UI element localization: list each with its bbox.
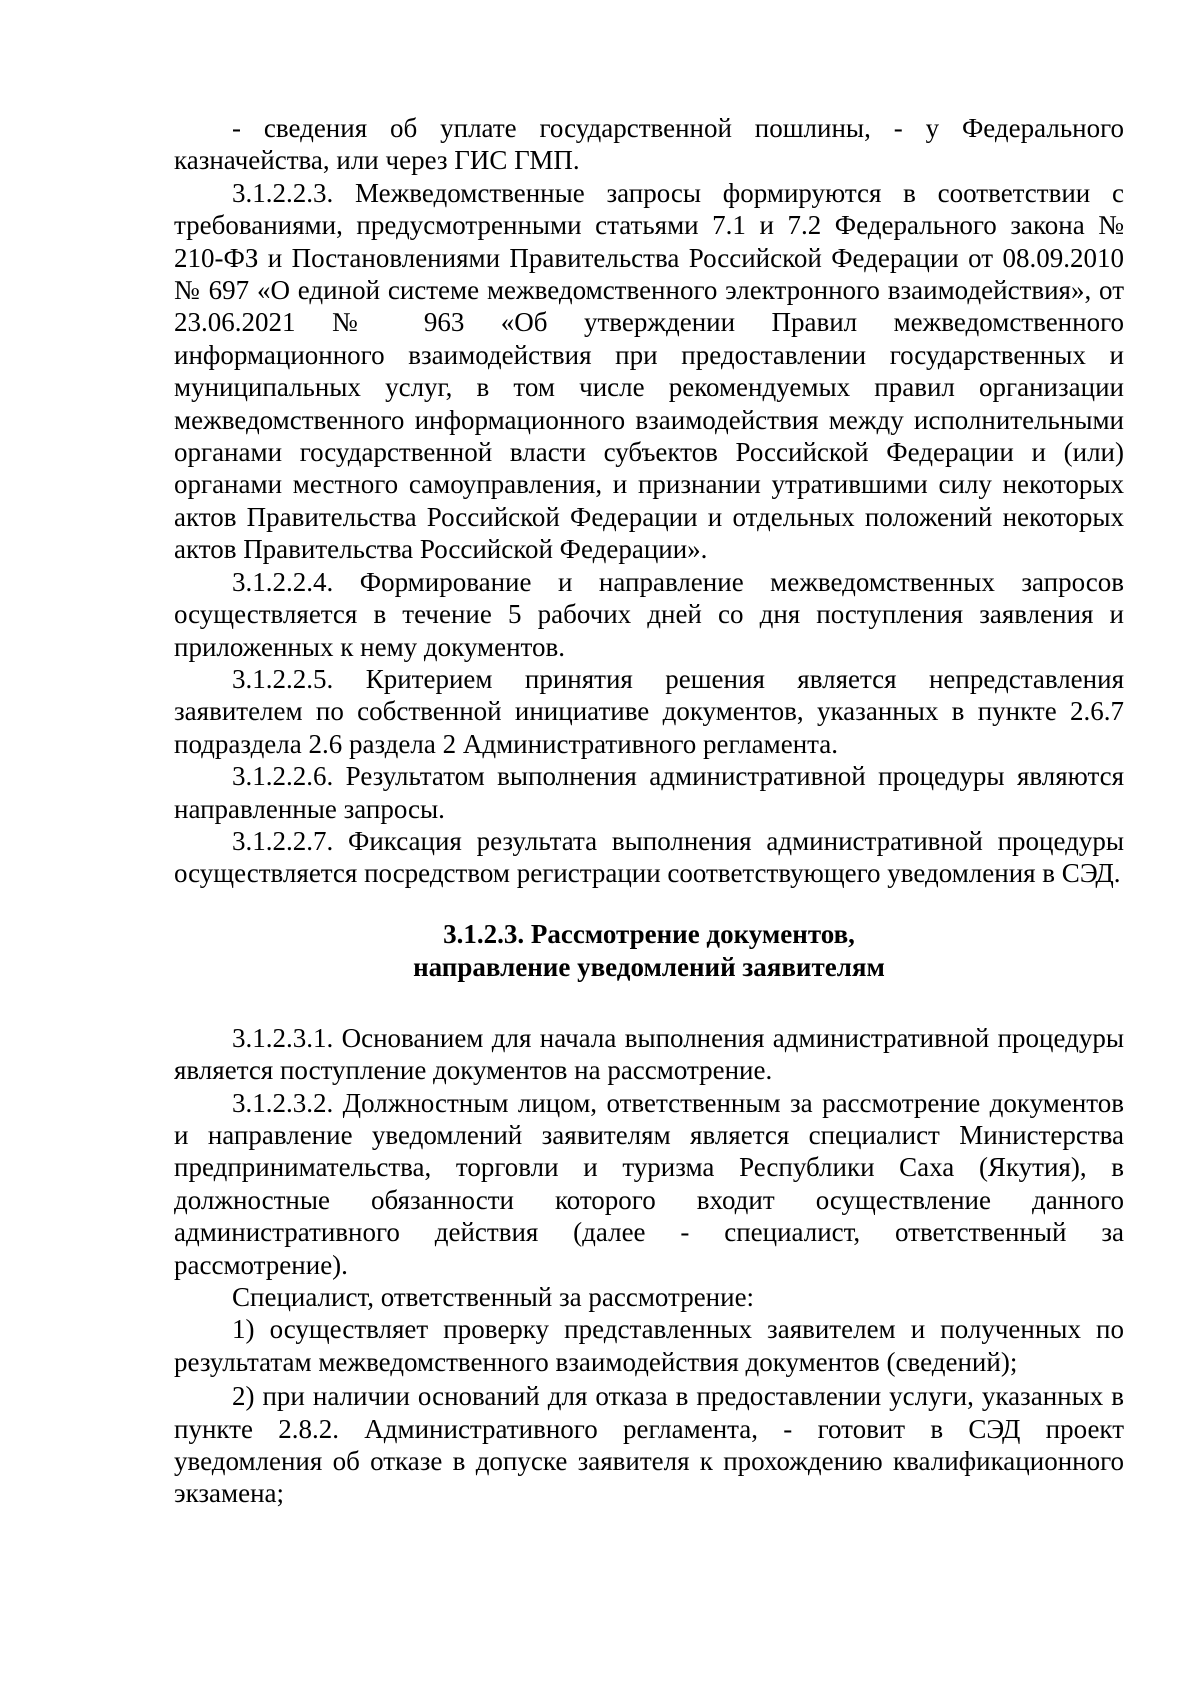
paragraph-3-1-2-2-3: 3.1.2.2.3. Межведомственные запросы формируются в соответствии с требованиями, предусмотренными статьями 7.1 и 7.2 Федерального закона № 210-ФЗ и Постановлениями Правительства Российской Федерации от 08.09.2010 № 697 «О единой системе межведомственного электронного взаимодействия», от 23.06.2021 № 963 «Об утверждении Правил межведомственного информационного взаимодействия при предоставлении государственных и муниципальных услуг, в том числе рекомендуемых правил организации межведомственного информационного взаимодействия между исполнительными органами государственной власти субъектов Российской Федерации и (или) органами местного самоуправления, и признании утратившими силу некоторых актов Правительства Российской Федерации и отдельных положений некоторых актов Правительства Российской Федерации».	[174, 177, 1124, 565]
paragraph-specialist-intro: Специалист, ответственный за рассмотрение:	[232, 1282, 755, 1312]
paragraph-item-2: 2) при наличии оснований для отказа в предоставлении услуги, указанных в пункте 2.8.2. Административного регламента, - готовит в СЭД проект уведомления об отказе в допуске заявителя к прохождению квалификационного экзамена;	[174, 1381, 1124, 1509]
paragraph-3-1-2-3-1: 3.1.2.3.1. Основанием для начала выполнения административной процедуры является поступление документов на рассмотрение.	[174, 1022, 1124, 1086]
paragraph-3-1-2-2-7: 3.1.2.2.7. Фиксация результата выполнения административной процедуры осуществляется посредством регистрации соответствующего уведомления в СЭД.	[174, 825, 1124, 889]
paragraph-3-1-2-2-5: 3.1.2.2.5. Критерием принятия решения является непредставления заявителем по собственной инициативе документов, указанных в пункте 2.6.7 подраздела 2.6 раздела 2 Административного регламента.	[174, 663, 1124, 759]
paragraph-state-fee: - сведения об уплате государственной пошлины, - у Федерального казначейства, или через ГИС ГМП.	[174, 113, 1124, 176]
paragraph-3-1-2-2-6: 3.1.2.2.6. Результатом выполнения административной процедуры являются направленные запросы.	[174, 761, 1124, 824]
document-page	[174, 112, 1124, 1510]
section-heading	[174, 918, 1124, 984]
section-heading-line-1: 3.1.2.3. Рассмотрение документов,	[443, 918, 855, 949]
paragraph-3-1-2-3-2: 3.1.2.3.2. Должностным лицом, ответственным за рассмотрение документов и направление уведомлений заявителям является специалист Министерства предпринимательства, торговли и туризма Республики Саха (Якутия), в должностные обязанности которого входит осуществление данного административного действия (далее - специалист, ответственный за рассмотрение).	[174, 1087, 1124, 1280]
section-heading-line-2: направление уведомлений заявителям	[413, 951, 885, 982]
paragraph-3-1-2-2-4: 3.1.2.2.4. Формирование и направление межведомственных запросов осуществляется в течение 5 рабочих дней со дня поступления заявления и приложенных к нему документов.	[174, 566, 1124, 662]
paragraph-item-1: 1) осуществляет проверку представленных заявителем и полученных по результатам межведомственного взаимодействия документов (сведений);	[174, 1314, 1124, 1377]
